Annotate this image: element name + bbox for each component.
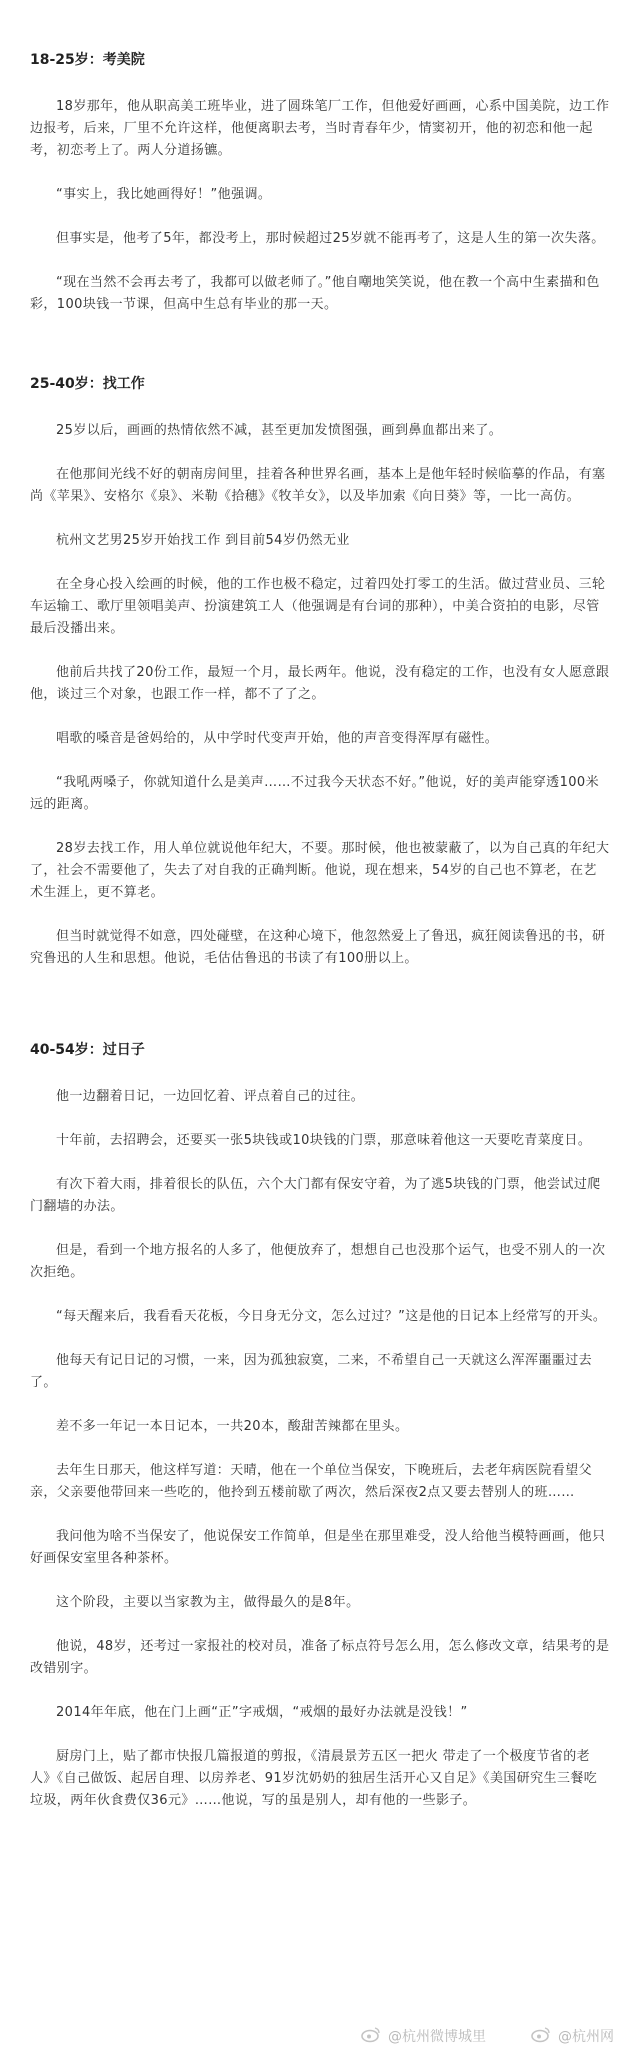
paragraph: 他前后共找了20份工作，最短一个月，最长两年。他说，没有稳定的工作，也没有女人愿意跟他，谈过三个对象，也跟工作一样，都不了了之。	[30, 665, 610, 702]
section-40-54	[30, 1040, 610, 1812]
paragraph: 有次下着大雨，排着很长的队伍，六个大门都有保安守着，为了逃5块钱的门票，他尝试过爬门翻墙的办法。	[30, 1177, 601, 1214]
paragraph: “我吼两嗓子，你就知道什么是美声……不过我今天状态不好。”他说，好的美声能穿透100米远的距离。	[30, 775, 599, 812]
section-heading: 25-40岁：找工作	[30, 376, 145, 392]
paragraph: 他每天有记日记的习惯，一来，因为孤独寂寞，二来，不希望自己一天就这么浑浑噩噩过去了。	[30, 1353, 593, 1390]
paragraph: 我问他为啥不当保安了，他说保安工作简单，但是坐在那里难受，没人给他当模特画画，他只好画保安室里各种茶杯。	[30, 1529, 606, 1566]
section-heading: 18-25岁：考美院	[30, 52, 145, 68]
paragraph: “每天醒来后，我看看天花板，今日身无分文，怎么过过？”这是他的日记本上经常写的开头。	[56, 1309, 607, 1324]
watermark-bar	[360, 2025, 614, 2047]
paragraph: 25岁以后，画画的热情依然不减，甚至更加发愤图强，画到鼻血都出来了。	[56, 423, 503, 438]
paragraph: 差不多一年记一本日记本，一共20本，酸甜苦辣都在里头。	[56, 1419, 409, 1434]
paragraph: 2014年年底，他在门上画“正”字戒烟，“戒烟的最好办法就是没钱！”	[56, 1705, 468, 1720]
section-heading: 40-54岁：过日子	[30, 1042, 145, 1058]
paragraph: 唱歌的嗓音是爸妈给的，从中学时代变声开始，他的声音变得浑厚有磁性。	[56, 731, 499, 746]
section-25-40	[30, 374, 610, 970]
paragraph: 杭州文艺男25岁开始找工作 到目前54岁仍然无业	[56, 533, 350, 548]
paragraph: 他一边翻着日记，一边回忆着、评点着自己的过往。	[56, 1089, 365, 1104]
paragraph: 28岁去找工作，用人单位就说他年纪大，不要。那时候，他也被蒙蔽了，以为自己真的年纪大了，社会不需要他了，失去了对自我的正确判断。他说，现在想来，54岁的自己也不算老，在艺术生涯上，更不算老。	[30, 841, 610, 900]
watermark	[530, 2025, 614, 2047]
section-18-25	[30, 50, 610, 316]
paragraph: 十年前，去招聘会，还要买一张5块钱或10块钱的门票，那意味着他这一天要吃青菜度日。	[56, 1133, 592, 1148]
paragraph: 这个阶段，主要以当家教为主，做得最久的是8年。	[56, 1595, 360, 1610]
paragraph: 在他那间光线不好的朝南房间里，挂着各种世界名画，基本上是他年轻时候临摹的作品，有塞尚《苹果》、安格尔《泉》、米勒《拾穗》《牧羊女》，以及毕加索《向日葵》等，一比一高仿。	[30, 467, 606, 504]
paragraph: 厨房门上，贴了都市快报几篇报道的剪报，《清晨景芳五区一把火 带走了一个极度节省的老人》《自己做饭、起居自理、以房养老、91岁沈奶奶的独居生活开心又自足》《美国研究生三餐吃垃圾，两年伙食费仅36元》……他说，写的虽是别人，却有他的一些影子。	[30, 1749, 598, 1808]
watermark-text: @杭州网	[558, 2029, 614, 2045]
paragraph: 但事实是，他考了5年，都没考上，那时候超过25岁就不能再考了，这是人生的第一次失落。	[56, 231, 605, 246]
weibo-icon	[360, 2025, 382, 2047]
paragraph: 18岁那年，他从职高美工班毕业，进了圆珠笔厂工作，但他爱好画画，心系中国美院，边工作边报考，后来，厂里不允许这样，他便离职去考，当时青春年少，情窦初开，他的初恋和他一起考，初恋考上了。两人分道扬镳。	[30, 99, 610, 158]
weibo-icon	[530, 2025, 552, 2047]
paragraph: 在全身心投入绘画的时候，他的工作也极不稳定，过着四处打零工的生活。做过营业员、三轮车运输工、歌厅里领唱美声、扮演建筑工人（他强调是有台词的那种），中美合资拍的电影，尽管最后没播出来。	[30, 577, 606, 636]
paragraph: 去年生日那天，他这样写道：天晴，他在一个单位当保安，下晚班后，去老年病医院看望父亲，父亲要他带回来一些吃的，他拎到五楼前歇了两次，然后深夜2点又要去替别人的班……	[30, 1463, 593, 1500]
paragraph: “事实上，我比她画得好！”他强调。	[56, 187, 272, 202]
paragraph: 他说，48岁，还考过一家报社的校对员，准备了标点符号怎么用，怎么修改文章，结果考的是改错别字。	[30, 1639, 610, 1676]
paragraph: 但当时就觉得不如意，四处碰壁，在这种心境下，他忽然爱上了鲁迅，疯狂阅读鲁迅的书，研究鲁迅的人生和思想。他说，毛估估鲁迅的书读了有100册以上。	[30, 929, 606, 966]
watermark-text: @杭州微博城里	[388, 2029, 486, 2045]
watermark	[360, 2025, 486, 2047]
paragraph: 但是，看到一个地方报名的人多了，他便放弃了，想想自己也没那个运气，也受不别人的一次次拒绝。	[30, 1243, 606, 1280]
paragraph: “现在当然不会再去考了，我都可以做老师了。”他自嘲地笑笑说，他在教一个高中生素描和色彩，100块钱一节课，但高中生总有毕业的那一天。	[30, 275, 600, 312]
